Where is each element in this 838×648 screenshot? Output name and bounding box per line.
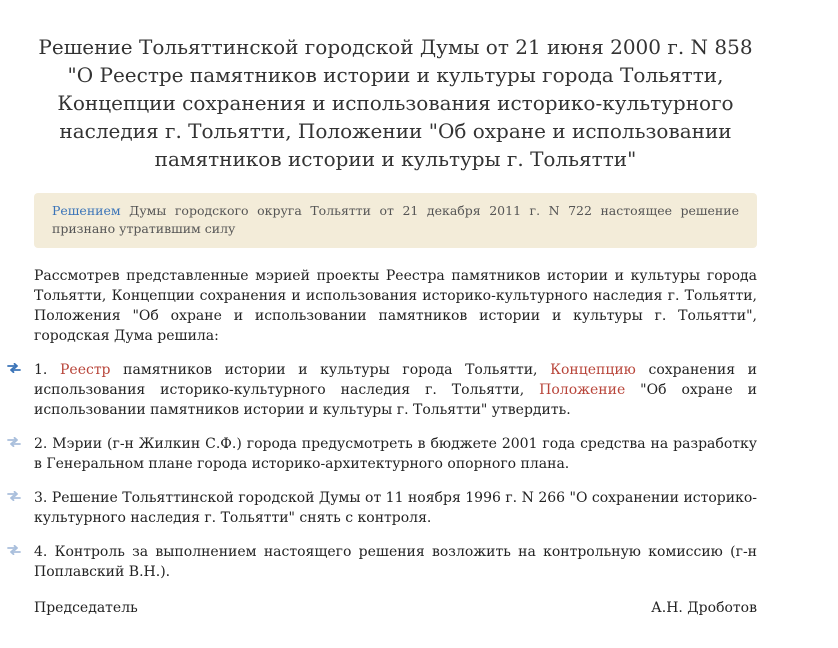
swap-arrows-icon[interactable] xyxy=(7,437,21,447)
item-text: 3. Решение Тольяттинской городской Думы от 11 ноября 1996 г. N 266 "О сохранении историко-культурного наследия г. Тольятти" снять с контроля. xyxy=(34,490,757,526)
item-text: "Об охране и использовании памятников истории и культуры г. Тольятти" утвердить. xyxy=(34,382,758,418)
decision-item-4 xyxy=(34,542,757,582)
swap-arrows-icon[interactable] xyxy=(7,545,21,555)
title-line: "О Реестре памятников истории и культуры города Тольятти, xyxy=(67,63,724,87)
concept-link[interactable]: Концепцию xyxy=(550,362,636,378)
signature-block xyxy=(34,598,757,618)
intro-paragraph: Рассмотрев представленные мэрией проекты Реестра памятников истории и культуры города Тольятти, Концепции сохранения и использования историко-культурного наследия г. Тольятти, Положения "Об охране и использовании памятников истории и культуры г. Тольятти", городская Дума решила: xyxy=(34,268,757,344)
signatory-name: А.Н. Дроботов xyxy=(651,600,757,616)
swap-arrows-icon[interactable] xyxy=(7,363,21,373)
regulation-link[interactable]: Положение xyxy=(539,382,626,398)
item-text: 2. Мэрии (г-н Жилкин С.Ф.) города предусмотреть в бюджете 2001 года средства на разработку в Генеральном плане города историко-архитектурного опорного плана. xyxy=(34,436,757,472)
item-text: 4. Контроль за выполнением настоящего решения возложить на контрольную комиссию (г-н Поплавский В.Н.). xyxy=(34,544,757,580)
repeal-notice xyxy=(34,193,757,248)
decision-item-3 xyxy=(34,488,757,528)
document-page xyxy=(34,0,757,618)
document-title xyxy=(34,33,757,173)
signatory-position: Председатель xyxy=(34,600,138,616)
swap-arrows-icon[interactable] xyxy=(7,491,21,501)
item-text: сохранения и использования историко-культурного наследия г. Тольятти, xyxy=(34,362,758,398)
repeal-decision-link[interactable]: Решением xyxy=(52,203,121,218)
item-number: 1. xyxy=(34,362,60,378)
title-line: Концепции сохранения и использования историко-культурного xyxy=(57,91,734,115)
decision-item-1 xyxy=(34,360,757,420)
repeal-notice-text: Думы городского округа Тольятти от 21 декабря 2011 г. N 722 настоящее решение признано утратившим силу xyxy=(52,203,739,236)
title-line: наследия г. Тольятти, Положении "Об охране и использовании xyxy=(59,119,732,143)
registry-link[interactable]: Реестр xyxy=(59,362,111,378)
decision-item-2 xyxy=(34,434,757,474)
title-line: памятников истории и культуры г. Тольятти" xyxy=(154,147,637,171)
item-text: памятников истории и культуры города Тольятти, xyxy=(110,362,551,378)
title-line: Решение Тольяттинской городской Думы от 21 июня 2000 г. N 858 xyxy=(38,35,753,59)
